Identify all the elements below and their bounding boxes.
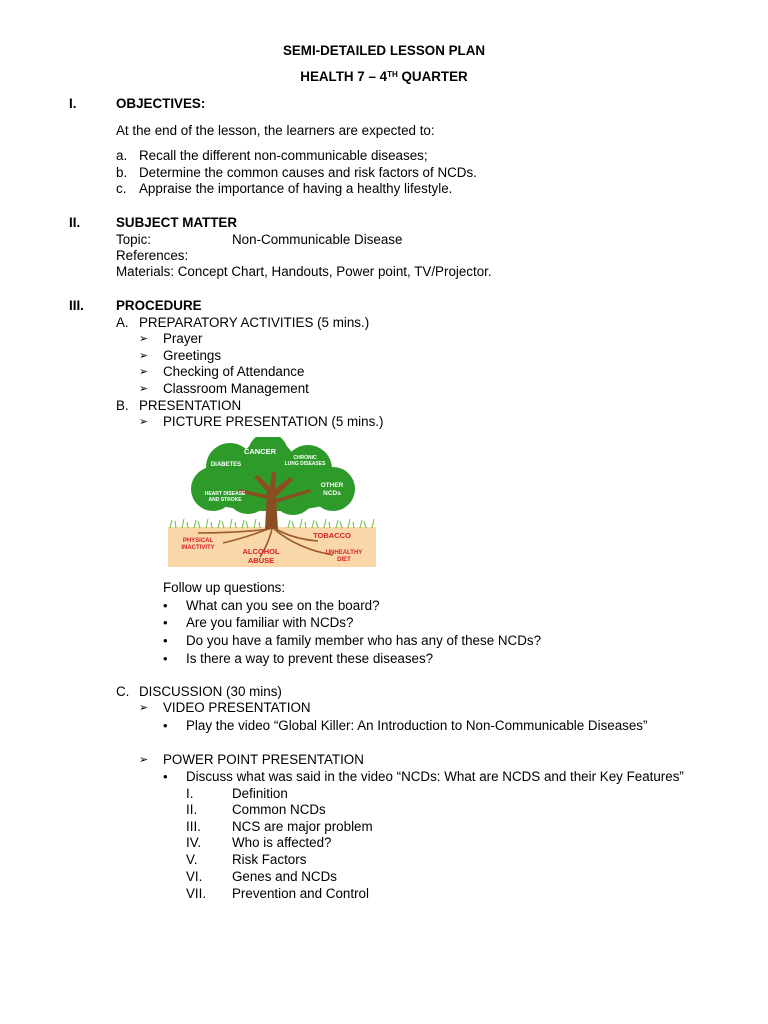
list-item-powerpoint: POWER POINT PRESENTATION [163,752,364,767]
arrow-bullet-icon: ➢ [139,333,149,345]
followup-question: Are you familiar with NCDs? [186,615,354,630]
bullet-icon: • [163,651,168,666]
bullet-icon: • [163,633,168,648]
followup-question: Is there a way to prevent these diseases? [186,651,434,666]
label-physical: PHYSICAL [182,538,214,544]
powerpoint-description: Discuss what was said in the video “NCDs: What are NCDS and their Key Features” [186,769,684,784]
document-subtitle [0,69,768,85]
arrow-bullet-icon: ➢ [139,702,149,714]
label-alcohol: ALCOHOL [242,547,280,556]
label-diet: DIET [337,557,351,563]
list-item: Prayer [163,331,203,346]
followup-question: What can you see on the board? [186,598,380,613]
list-letter: A. [116,315,129,330]
list-letter: c. [116,181,127,196]
arrow-bullet-icon: ➢ [139,416,149,428]
followup-question: Do you have a family member who has any of these NCDs? [186,633,542,648]
subsection-discussion: DISCUSSION (30 mins) [139,684,282,699]
objective-item: Recall the different non-communicable diseases; [139,148,428,163]
objectives-intro: At the end of the lesson, the learners are expected to: [116,123,435,138]
label-lung-diseases: LUNG DISEASES [284,461,326,467]
roman-numeral: VII. [186,886,207,901]
roman-numeral: I. [186,786,194,801]
section-number: III. [69,298,84,313]
list-item: Checking of Attendance [163,364,305,379]
label-diabetes: DIABETES [210,462,242,468]
subtitle-end: QUARTER [397,69,468,84]
roman-numeral: II. [186,802,198,817]
list-letter: B. [116,398,129,413]
materials-line: Materials: Concept Chart, Handouts, Power point, TV/Projector. [116,264,492,279]
label-unhealthy: UNHEALTHY [325,550,363,556]
list-letter: C. [116,684,130,699]
list-letter: b. [116,165,128,180]
topic-item: NCS are major problem [232,819,373,834]
document-title: SEMI-DETAILED LESSON PLAN [282,43,486,58]
list-item: Greetings [163,348,222,363]
list-item-video: VIDEO PRESENTATION [163,700,311,715]
topic-label: Topic: [116,232,151,247]
label-abuse: ABUSE [247,556,275,565]
subtitle-superscript: TH [387,70,398,79]
bullet-icon: • [163,615,168,630]
roman-numeral: V. [186,852,198,867]
label-ncds: NCDs [323,490,341,497]
bullet-icon: • [163,769,168,784]
topic-item: Common NCDs [232,802,326,817]
label-and-stroke: AND STROKE [208,497,242,503]
list-item: Classroom Management [163,381,309,396]
section-heading-procedure: PROCEDURE [116,298,202,313]
label-heart-disease: HEART DISEASE [204,491,246,497]
roman-numeral: III. [186,819,201,834]
topic-item: Risk Factors [232,852,307,867]
objective-item: Determine the common causes and risk factors of NCDs. [139,165,477,180]
subsection-presentation: PRESENTATION [139,398,242,413]
label-other: OTHER [320,482,344,489]
arrow-bullet-icon: ➢ [139,383,149,395]
arrow-bullet-icon: ➢ [139,350,149,362]
section-heading-objectives: OBJECTIVES: [116,96,206,111]
section-number: I. [69,96,77,111]
arrow-bullet-icon: ➢ [139,754,149,766]
references-label: References: [116,248,189,263]
list-item: PICTURE PRESENTATION (5 mins.) [163,414,384,429]
objective-item: Appraise the importance of having a healthy lifestyle. [139,181,453,196]
ncd-tree-image [168,437,376,567]
topic-item: Definition [232,786,288,801]
topic-item: Genes and NCDs [232,869,337,884]
section-number: II. [69,215,81,230]
followup-heading: Follow up questions: [163,580,286,595]
label-tobacco: TOBACCO [313,531,351,540]
label-inactivity: INACTIVITY [181,545,215,551]
bullet-icon: • [163,598,168,613]
video-description: Play the video “Global Killer: An Introduction to Non-Communicable Diseases” [186,718,648,733]
topic-item: Who is affected? [232,835,332,850]
label-chronic: CHRONIC [293,455,317,461]
bullet-icon: • [163,718,168,733]
subtitle-main: HEALTH 7 – 4 [300,69,388,84]
subsection-preparatory: PREPARATORY ACTIVITIES (5 mins.) [139,315,370,330]
roman-numeral: IV. [186,835,202,850]
topic-item: Prevention and Control [232,886,369,901]
roman-numeral: VI. [186,869,203,884]
section-heading-subject: SUBJECT MATTER [116,215,238,230]
label-cancer: CANCER [243,447,277,456]
list-letter: a. [116,148,128,163]
topic-value: Non-Communicable Disease [232,232,403,247]
arrow-bullet-icon: ➢ [139,366,149,378]
